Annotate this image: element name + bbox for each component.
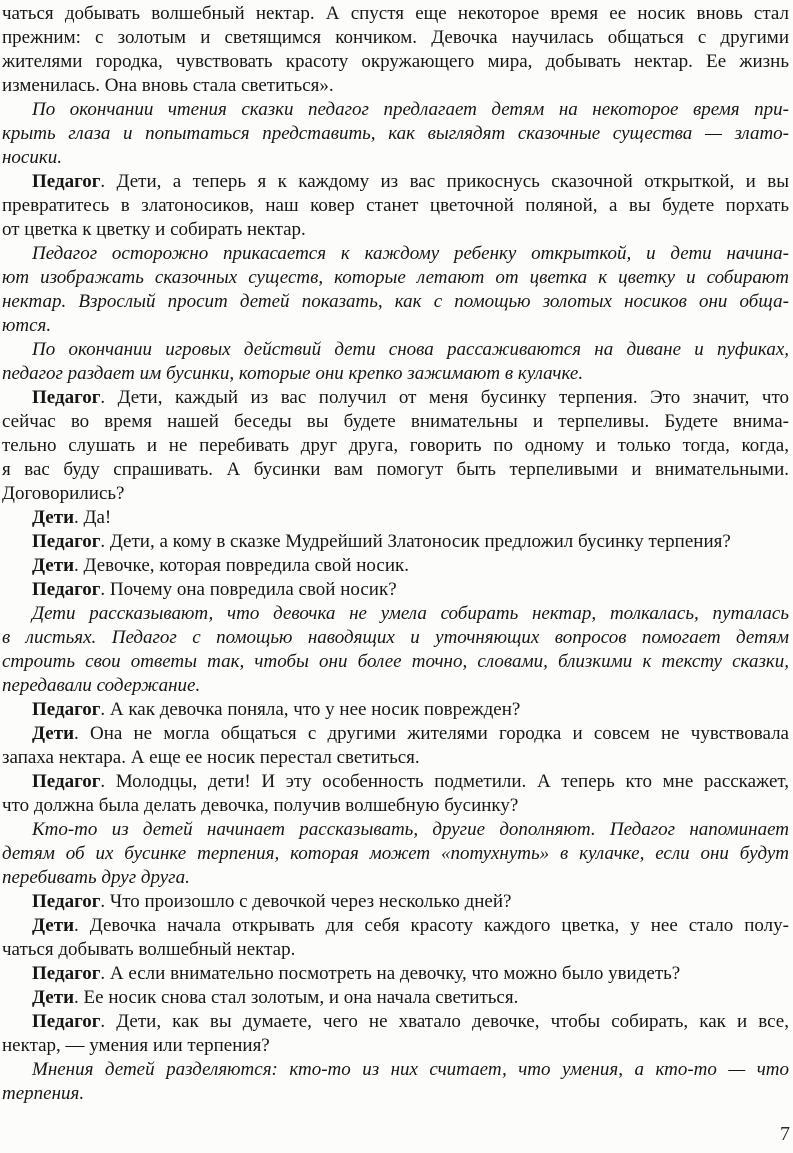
text-line: терпения. — [2, 1083, 85, 1104]
speaker-name: Педагог — [32, 1011, 101, 1032]
dialogue-paragraph — [2, 962, 789, 986]
text-line: в листьях. Педагог с помощью наводящих и уточняющих вопросов помогает детям — [2, 627, 789, 648]
page-number: 7 — [780, 1123, 790, 1145]
text-line: тельно слушать и не перебивать друг друга, говорить по одному и только тогда, когда, — [2, 435, 789, 456]
speaker-name: Педагог — [32, 963, 101, 984]
dialogue-paragraph — [2, 554, 789, 578]
text-line: чаться добывать волшебный нектар. А спустя еще некоторое время ее носик вновь стал — [2, 3, 789, 24]
text-line: Педагог. Дети, а кому в сказке Мудрейший Златоносик предложил бусинку терпения? — [32, 531, 731, 552]
text-line: педагог раздает им бусинки, которые они крепко зажимают в кулачке. — [2, 363, 584, 384]
stage-direction-paragraph — [2, 1058, 789, 1106]
dialogue-paragraph — [2, 386, 789, 506]
text-paragraph — [2, 2, 789, 98]
stage-direction-paragraph — [2, 818, 789, 890]
text-line: Педагог. Почему она повредила свой носик? — [32, 579, 397, 600]
speaker-name: Педагог — [32, 891, 101, 912]
text-line: Педагог. Дети, каждый из вас получил от меня бусинку терпения. Это значит, что — [32, 387, 789, 408]
speaker-name: Дети — [32, 507, 75, 528]
text-line: прежним: с золотым и светящимся кончиком. Девочка научилась общаться с другими — [2, 27, 789, 48]
dialogue-paragraph — [2, 890, 789, 914]
speaker-name: Педагог — [32, 771, 101, 792]
speaker-name: Педагог — [32, 579, 101, 600]
speaker-name: Педагог — [32, 531, 101, 552]
text-line: передавали содержание. — [2, 675, 201, 696]
text-line: Дети рассказывают, что девочка не умела собирать нектар, толкалась, путалась — [32, 603, 789, 624]
stage-direction-paragraph — [2, 242, 789, 338]
text-line: Педагог. А как девочка поняла, что у нее носик поврежден? — [32, 699, 521, 720]
text-line: от цветка к цветку и собирать нектар. — [2, 219, 306, 240]
dialogue-paragraph — [2, 914, 789, 962]
speaker-name: Дети — [32, 987, 75, 1008]
stage-direction-paragraph — [2, 338, 789, 386]
text-line: сейчас во время нашей беседы вы будете внимательны и терпеливы. Будете внима- — [2, 411, 789, 432]
text-line: Дети. Девочке, которая повредила свой носик. — [32, 555, 409, 576]
stage-direction-paragraph — [2, 98, 789, 170]
text-line: ются. — [2, 315, 52, 336]
dialogue-paragraph — [2, 506, 789, 530]
text-line: Дети. Девочка начала открывать для себя красоту каждого цветка, у нее стало полу- — [32, 915, 789, 936]
text-line: Мнения детей разделяются: кто-то из них считает, что умения, а кто-то — что — [32, 1059, 789, 1080]
text-line: чаться добывать волшебный нектар. — [2, 939, 296, 960]
speaker-name: Педагог — [32, 171, 101, 192]
page-text — [2, 2, 789, 1106]
text-line: превратитесь в златоносиков, наш ковер станет цветочной поляной, а вы будете порхать — [2, 195, 789, 216]
text-line: Кто-то из детей начинает рассказывать, другие дополняют. Педагог напоминает — [32, 819, 789, 840]
text-line: что должна была делать девочка, получив волшебную бусинку? — [2, 795, 519, 816]
dialogue-paragraph — [2, 1010, 789, 1058]
text-line: Педагог. Молодцы, дети! И эту особенность подметили. А теперь кто мне расскажет, — [32, 771, 789, 792]
text-line: По окончании игровых действий дети снова рассаживаются на диване и пуфиках, — [32, 339, 789, 360]
dialogue-paragraph — [2, 530, 789, 554]
speaker-name: Дети — [32, 915, 75, 936]
dialogue-paragraph — [2, 722, 789, 770]
speaker-name: Педагог — [32, 699, 101, 720]
text-line: Педагог. А если внимательно посмотреть на девочку, что можно было увидеть? — [32, 963, 681, 984]
dialogue-paragraph — [2, 986, 789, 1010]
text-line: Педагог. Что произошло с девочкой через несколько дней? — [32, 891, 512, 912]
speaker-name: Дети — [32, 723, 75, 744]
text-line: Педагог осторожно прикасается к каждому ребенку открыткой, и дети начина- — [32, 243, 789, 264]
text-line: нектар. Взрослый просит детей показать, как с помощью золотых носиков они обща- — [2, 291, 789, 312]
dialogue-paragraph — [2, 578, 789, 602]
text-line: Педагог. Дети, как вы думаете, чего не хватало девочке, чтобы собирать, как и все, — [32, 1011, 789, 1032]
text-line: строить свои ответы так, чтобы они более точно, словами, близкими к тексту сказки, — [2, 651, 789, 672]
stage-direction-paragraph — [2, 602, 789, 698]
text-line: перебивать друг друга. — [2, 867, 190, 888]
text-line: жителями городка, чувствовать красоту окружающего мира, добывать нектар. Ее жизнь — [2, 51, 789, 72]
text-line: ют изображать сказочных существ, которые летают от цветка к цветку и собирают — [2, 267, 789, 288]
text-line: запаха нектара. А еще ее носик перестал светиться. — [2, 747, 420, 768]
text-line: нектар, — умения или терпения? — [2, 1035, 270, 1056]
text-line: носики. — [2, 147, 62, 168]
speaker-name: Дети — [32, 555, 75, 576]
text-line: По окончании чтения сказки педагог предлагает детям на некоторое время при- — [32, 99, 789, 120]
dialogue-paragraph — [2, 170, 789, 242]
text-line: крыть глаза и попытаться представить, как выглядят сказочные существа — злато- — [2, 123, 789, 144]
dialogue-paragraph — [2, 698, 789, 722]
dialogue-paragraph — [2, 770, 789, 818]
text-line: Дети. Да! — [32, 507, 112, 528]
text-line: Дети. Ее носик снова стал золотым, и она начала светиться. — [32, 987, 519, 1008]
text-line: детям об их бусинке терпения, которая может «потухнуть» в кулачке, если они будут — [2, 843, 789, 864]
text-line: изменилась. Она вновь стала светиться». — [2, 75, 334, 96]
text-line: я вас буду спрашивать. А бусинки вам помогут быть терпеливыми и внимательными. — [2, 459, 789, 480]
speaker-name: Педагог — [32, 387, 101, 408]
text-line: Дети. Она не могла общаться с другими жителями городка и совсем не чувствовала — [32, 723, 789, 744]
text-line: Договорились? — [2, 483, 125, 504]
text-line: Педагог. Дети, а теперь я к каждому из вас прикоснусь сказочной открыткой, и вы — [32, 171, 789, 192]
